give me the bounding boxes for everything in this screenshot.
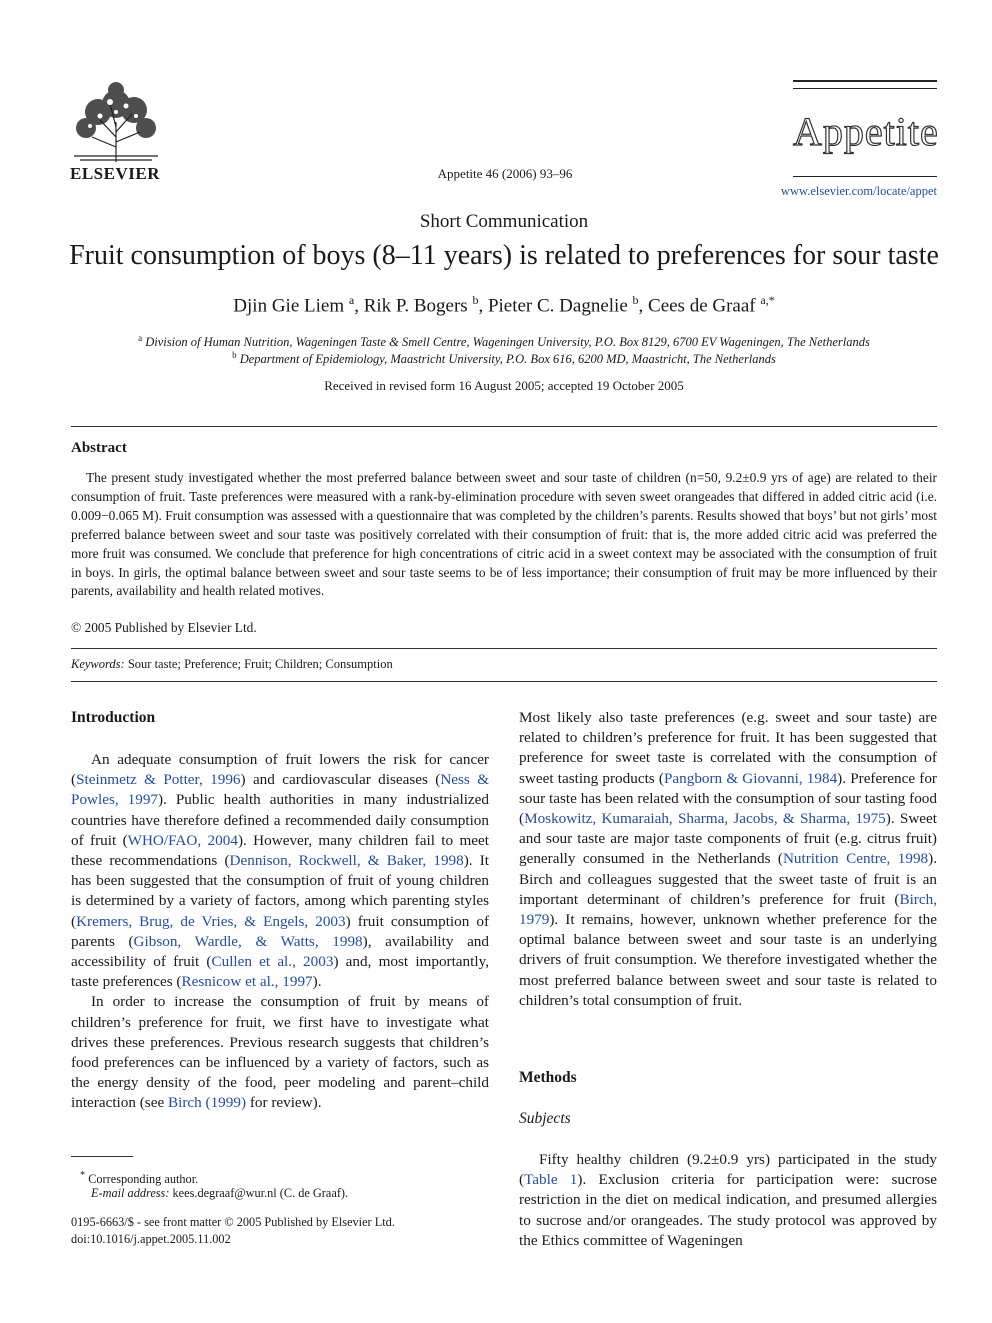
paragraph-text: ). xyxy=(312,973,322,991)
corresponding-author-note xyxy=(80,1170,198,1187)
author-affil-mark: a xyxy=(348,293,355,307)
citation-link[interactable]: Ness & Powles, 1997 xyxy=(71,771,490,809)
affiliation-b xyxy=(60,350,948,367)
affil-mark: b xyxy=(232,350,237,360)
citation-link[interactable]: WHO/FAO, 2004 xyxy=(127,831,238,849)
author-name: Cees de Graaf xyxy=(648,295,756,317)
doi-line: doi:10.1016/j.appet.2005.11.002 xyxy=(71,1232,231,1246)
intro-paragraph xyxy=(519,708,937,1011)
publisher-wordmark: ELSEVIER xyxy=(70,164,160,183)
author-name: Djin Gie Liem xyxy=(233,295,345,317)
intro-heading: Introduction xyxy=(71,709,156,726)
left-column xyxy=(71,750,489,1114)
paragraph-text: In order to increase the consumption of fruit by means of children’s preference for fruit, we first have to investigate what drives these preferences. Previous research suggests that children’s food preferences can be influenced by a variety of factors, such as the energy density of the food, peer modeling and parent–child interaction (see xyxy=(71,993,489,1112)
paragraph-text: Most likely also taste preferences (e.g. sweet and sour taste) are related to children’s preference for fruit. It has been suggested that preference for sweet taste is correlated with the consumption of sweet tasting products ( xyxy=(519,709,937,787)
paragraph-text: ). Birch and colleagues suggested that the sweet taste of fruit is an important determinant of children’s preference for fruit ( xyxy=(519,850,937,908)
right-column xyxy=(519,708,937,1011)
footnote-rule xyxy=(71,1156,133,1157)
section-rule xyxy=(71,426,937,427)
header-rule xyxy=(793,80,937,82)
affil-text: Division of Human Nutrition, Wageningen Taste & Smell Centre, Wageningen University, P.O. Box 8129, 6700 EV Wageningen, The Netherlands xyxy=(145,335,870,350)
received-dates: Received in revised form 16 August 2005; accepted 19 October 2005 xyxy=(324,378,684,393)
paragraph-text: ), availability and accessibility of fruit ( xyxy=(71,932,489,971)
journal-citation: Appetite 46 (2006) 93–96 xyxy=(437,166,573,181)
email-label: E-mail address: xyxy=(91,1186,170,1200)
author-affil-mark: b xyxy=(632,293,639,307)
header-rule xyxy=(793,176,937,177)
keywords-text: Sour taste; Preference; Fruit; Children; Consumption xyxy=(127,657,393,671)
author-affil-mark: b xyxy=(472,293,479,307)
intro-paragraph xyxy=(71,750,489,992)
affil-mark: a xyxy=(138,333,143,343)
email-note xyxy=(91,1186,348,1201)
journal-url-link[interactable]: www.elsevier.com/locate/appet xyxy=(780,184,937,198)
methods-heading: Methods xyxy=(519,1069,577,1086)
abstract-text: The present study investigated whether the most preferred balance between sweet and sour taste of children (n=50, 9.2±0.9 yrs of age) are related to their consumption of fruit. Taste preferences were measured with a rank-by-elimination procedure with seven sweet orangeades that differed in added citric acid (i.e. 0.009−0.065 M). Fruit consumption was assessed with a questionnaire that was completed by the children’s parents. Results showed that boys’ but not girls’ most preferred balance between sweet and sour taste was positively correlated with their consumption of fruit: that is, the more added citric acid was preferred the more fruit was consumed. We conclude that preference for high concentrations of citric acid in a sweet context may be associated with the consumption of fruit in boys. In girls, the optimal balance between sweet and sour taste seems to be of less importance; their consumption of fruit may be more influenced by their parents, availability and health related motives. xyxy=(71,470,937,599)
citation-link[interactable]: Table 1 xyxy=(524,1171,578,1189)
citation-link[interactable]: Birch, 1979 xyxy=(519,890,937,929)
paragraph-text: ). It has been suggested that the consumption of fruit of young children is determined by a variety of factors, among which parenting styles ( xyxy=(71,852,490,930)
citation-link[interactable]: Moskowitz, Kumaraiah, Sharma, Jacobs, & Sharma, 1975 xyxy=(524,810,886,828)
abstract-heading: Abstract xyxy=(71,440,127,456)
paragraph-text: ) and, most importantly, taste preferences ( xyxy=(71,953,489,991)
subjects-heading: Subjects xyxy=(519,1110,571,1127)
abstract-copyright: © 2005 Published by Elsevier Ltd. xyxy=(71,620,257,635)
affiliation-a xyxy=(60,333,948,350)
author-name: Rik P. Bogers xyxy=(363,295,468,317)
paragraph-text: ). Public health authorities in many industrialized countries have therefore defined a recommended daily consumption of fruit ( xyxy=(71,791,489,849)
paragraph-text: ). Exclusion criteria for participation were: sucrose restriction in the diet on medical indication, and presumed allergies to sucrose and/or orangeades. The study protocol was approved by the Ethics committee of Wageningen xyxy=(519,1171,937,1249)
footnote-mark: * xyxy=(80,1170,86,1181)
paragraph-text: ). Sweet and sour taste are major taste components of fruit (e.g. citrus fruit) generally consumed in the Netherlands ( xyxy=(519,810,937,868)
paragraph-text: ) fruit consumption of parents ( xyxy=(71,912,489,950)
paragraph-text: Fifty healthy children (9.2±0.9 yrs) participated in the study ( xyxy=(519,1151,937,1189)
keywords-label: Keywords: xyxy=(71,657,125,671)
citation-link[interactable]: Nutrition Centre, 1998 xyxy=(782,850,929,868)
citation-link[interactable]: Gibson, Wardle, & Watts, 1998 xyxy=(133,932,363,950)
citation-link[interactable]: Cullen et al., 2003 xyxy=(211,953,334,971)
citation-link[interactable]: Resnicow et al., 1997 xyxy=(181,973,313,991)
paragraph-text: for review). xyxy=(246,1094,322,1112)
citation-link[interactable]: Dennison, Rockwell, & Baker, 1998 xyxy=(229,852,464,870)
article-type: Short Communication xyxy=(419,211,589,232)
citation-link[interactable]: Kremers, Brug, de Vries, & Engels, 2003 xyxy=(76,912,346,930)
article-title: Fruit consumption of boys (8–11 years) is related to preferences for sour taste xyxy=(69,240,939,271)
citation-link[interactable]: Birch (1999) xyxy=(167,1094,247,1112)
paragraph-text: An adequate consumption of fruit lowers the risk for cancer ( xyxy=(71,751,489,789)
author-list: Djin Gie Liem $^a$, Rik P. Bogers $^b$, Pieter C. Dagnelie $^b$, Cees de Graaf $^{a,*}$ xyxy=(233,293,775,317)
affil-text: Department of Epidemiology, Maastricht University, P.O. Box 616, 6200 MD, Maastricht, The Netherlands xyxy=(239,352,776,367)
author-affil-mark: a,* xyxy=(760,293,775,307)
footnote-text: Corresponding author. xyxy=(88,1172,199,1187)
methods-paragraph xyxy=(519,1150,937,1251)
paragraph-text: ). However, many children fail to meet these recommendations ( xyxy=(71,831,490,870)
issn-line: 0195-6663/$ - see front matter © 2005 Published by Elsevier Ltd. xyxy=(71,1215,395,1229)
paragraph-text: ). It remains, however, unknown whether preference for the optimal balance between sweet and sour taste is an underlying drivers of fruit consumption. We therefore investigated whether the most preferred balance between sweet and sour taste is related to children’s total consumption of fruit. xyxy=(519,911,937,1009)
citation-link[interactable]: Steinmetz & Potter, 1996 xyxy=(76,771,241,789)
subjects-section xyxy=(519,1150,937,1251)
journal-name: Appetite xyxy=(793,109,939,154)
paragraph-text: ) and cardiovascular diseases ( xyxy=(240,771,441,789)
author-name: Pieter C. Dagnelie xyxy=(487,295,628,317)
section-rule xyxy=(71,681,937,682)
paragraph-text: ). Preference for sour taste has been related with the consumption of sour tasting food ( xyxy=(519,769,937,828)
intro-paragraph xyxy=(71,992,489,1113)
header-rule xyxy=(793,88,937,89)
keywords xyxy=(71,657,393,672)
section-rule xyxy=(71,648,937,649)
citation-link[interactable]: Pangborn & Giovanni, 1984 xyxy=(663,769,838,787)
email-value[interactable]: kees.degraaf@wur.nl (C. de Graaf). xyxy=(172,1186,349,1200)
